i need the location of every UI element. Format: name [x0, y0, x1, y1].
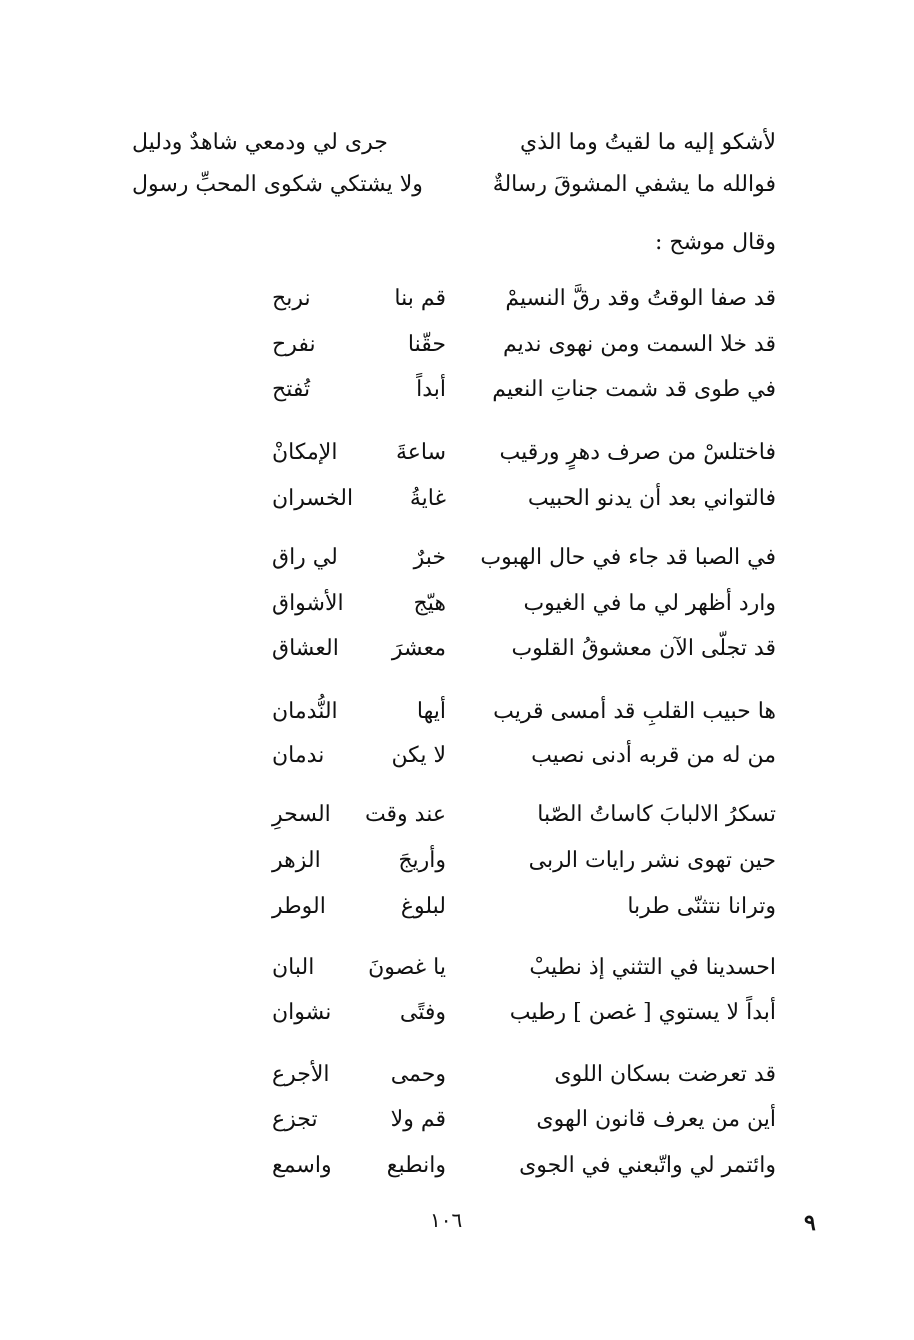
verse-middle-part: يا غصونَ — [368, 955, 446, 980]
verse-line — [272, 953, 776, 983]
verse-end-part: العشاق — [272, 636, 339, 661]
verse-end-part: نربح — [272, 286, 311, 311]
verse-main-part: تسكرُ الالبابَ كاساتُ الصّبا — [537, 802, 776, 827]
poem-heading: وقال موشح : — [654, 230, 776, 255]
verse-line — [272, 1060, 776, 1090]
verse-main-part: حين تهوى نشر رايات الربى — [528, 848, 776, 873]
verse-middle-part: حقّنا — [407, 332, 446, 357]
intro-verse-2 — [132, 170, 776, 200]
margin-mark: ٩ — [804, 1210, 816, 1236]
verse-end-part: الأجرع — [272, 1062, 330, 1087]
verse-end-part: تجزع — [272, 1107, 318, 1132]
verse-line — [272, 438, 776, 468]
verse-line — [272, 697, 776, 727]
verse-middle-part: عند وقت — [364, 802, 446, 827]
verse-line — [272, 543, 776, 573]
verse-line — [272, 998, 776, 1028]
verse-middle-part: غايةُ — [409, 486, 446, 511]
verse-line — [272, 892, 776, 922]
verse-end-part: الإمكانْ — [272, 440, 338, 465]
verse-main-part: من له من قربه أدنى نصيب — [531, 743, 776, 768]
verse-end-part: الوطر — [272, 894, 326, 919]
verse-end-part: نفرح — [272, 332, 316, 357]
verse-main-part: ها حبيب القلبِ قد أمسى قريب — [493, 699, 776, 724]
verse-line — [272, 375, 776, 405]
verse-middle-part: وأريجَ — [398, 848, 446, 873]
verse-middle-part: قم ولا — [390, 1107, 446, 1132]
verse-main-part: احسدينا في التثني إذ نطيبْ — [529, 955, 776, 980]
verse-line — [272, 589, 776, 619]
verse-middle-part: معشرَ — [391, 636, 446, 661]
verse-middle-part: خبرٌ — [413, 545, 446, 570]
verse-middle-part: هيّج — [413, 591, 446, 616]
verse-middle-part: أيها — [416, 699, 446, 724]
verse-main-part: فاختلسْ من صرف دهرٍ ورقيب — [499, 440, 776, 465]
page-number: ١٠٦ — [430, 1208, 463, 1232]
verse-end-part: نشوان — [272, 1000, 332, 1025]
verse-line — [272, 1105, 776, 1135]
verse-line — [272, 330, 776, 360]
verse-end-part: البان — [272, 955, 315, 980]
verse-main-part: وائتمر لي واتّبعني في الجوى — [519, 1153, 776, 1178]
verse-main-part: في طوى قد شمت جناتِ النعيم — [492, 377, 776, 402]
intro-verse-2-right: فوالله ما يشفي المشوقَ رسالةٌ — [492, 172, 776, 197]
verse-middle-part: ساعةَ — [395, 440, 446, 465]
verse-line — [272, 800, 776, 830]
verse-end-part: الأشواق — [272, 591, 344, 616]
verse-main-part: قد صفا الوقتُ وقد رقَّ النسيمْ — [505, 286, 776, 311]
verse-main-part: فالتواني بعد أن يدنو الحبيب — [527, 486, 776, 511]
verse-main-part: وترانا نتثنّى طربا — [627, 894, 776, 919]
verse-end-part: الخسران — [272, 486, 354, 511]
verse-middle-part: وانطبع — [386, 1153, 446, 1178]
verse-middle-part: وفتًى — [399, 1000, 446, 1025]
verse-main-part: في الصبا قد جاء في حال الهبوب — [480, 545, 776, 570]
verse-middle-part: وحمى — [390, 1062, 446, 1087]
verse-end-part: تُفتح — [272, 377, 311, 402]
verse-end-part: واسمع — [272, 1153, 332, 1178]
verse-main-part: قد خلا السمت ومن نهوى نديم — [503, 332, 776, 357]
intro-verse-1 — [132, 128, 776, 158]
verse-line — [272, 846, 776, 876]
verse-middle-part: لا يكن — [391, 743, 446, 768]
verse-end-part: النُّدمان — [272, 699, 338, 724]
verse-line — [272, 634, 776, 664]
verse-end-part: الزهر — [272, 848, 321, 873]
verse-main-part: قد تعرضت بسكان اللوى — [554, 1062, 776, 1087]
verse-end-part: السحرِ — [272, 802, 331, 827]
verse-main-part: أين من يعرف قانون الهوى — [536, 1107, 776, 1132]
intro-verse-2-left: ولا يشتكي شكوى المحبِّ رسول — [132, 172, 423, 197]
verse-middle-part: قم بنا — [394, 286, 446, 311]
verse-main-part: قد تجلّى الآن معشوقُ القلوب — [511, 636, 776, 661]
verse-middle-part: لبلوغ — [400, 894, 446, 919]
intro-verse-1-left: جرى لي ودمعي شاهدٌ ودليل — [132, 130, 388, 155]
verse-line — [272, 1151, 776, 1181]
verse-line — [272, 284, 776, 314]
verse-middle-part: أبداً — [416, 377, 446, 402]
verse-line — [272, 741, 776, 771]
verse-line — [272, 484, 776, 514]
verse-main-part: وارد أظهر لي ما في الغيوب — [523, 591, 776, 616]
verse-main-part: أبداً لا يستوي [ غصن ] رطيب — [509, 1000, 776, 1025]
verse-end-part: لي راق — [272, 545, 338, 570]
verse-end-part: ندمان — [272, 743, 325, 768]
intro-verse-1-right: لأشكو إليه ما لقيتُ وما الذي — [520, 130, 776, 155]
